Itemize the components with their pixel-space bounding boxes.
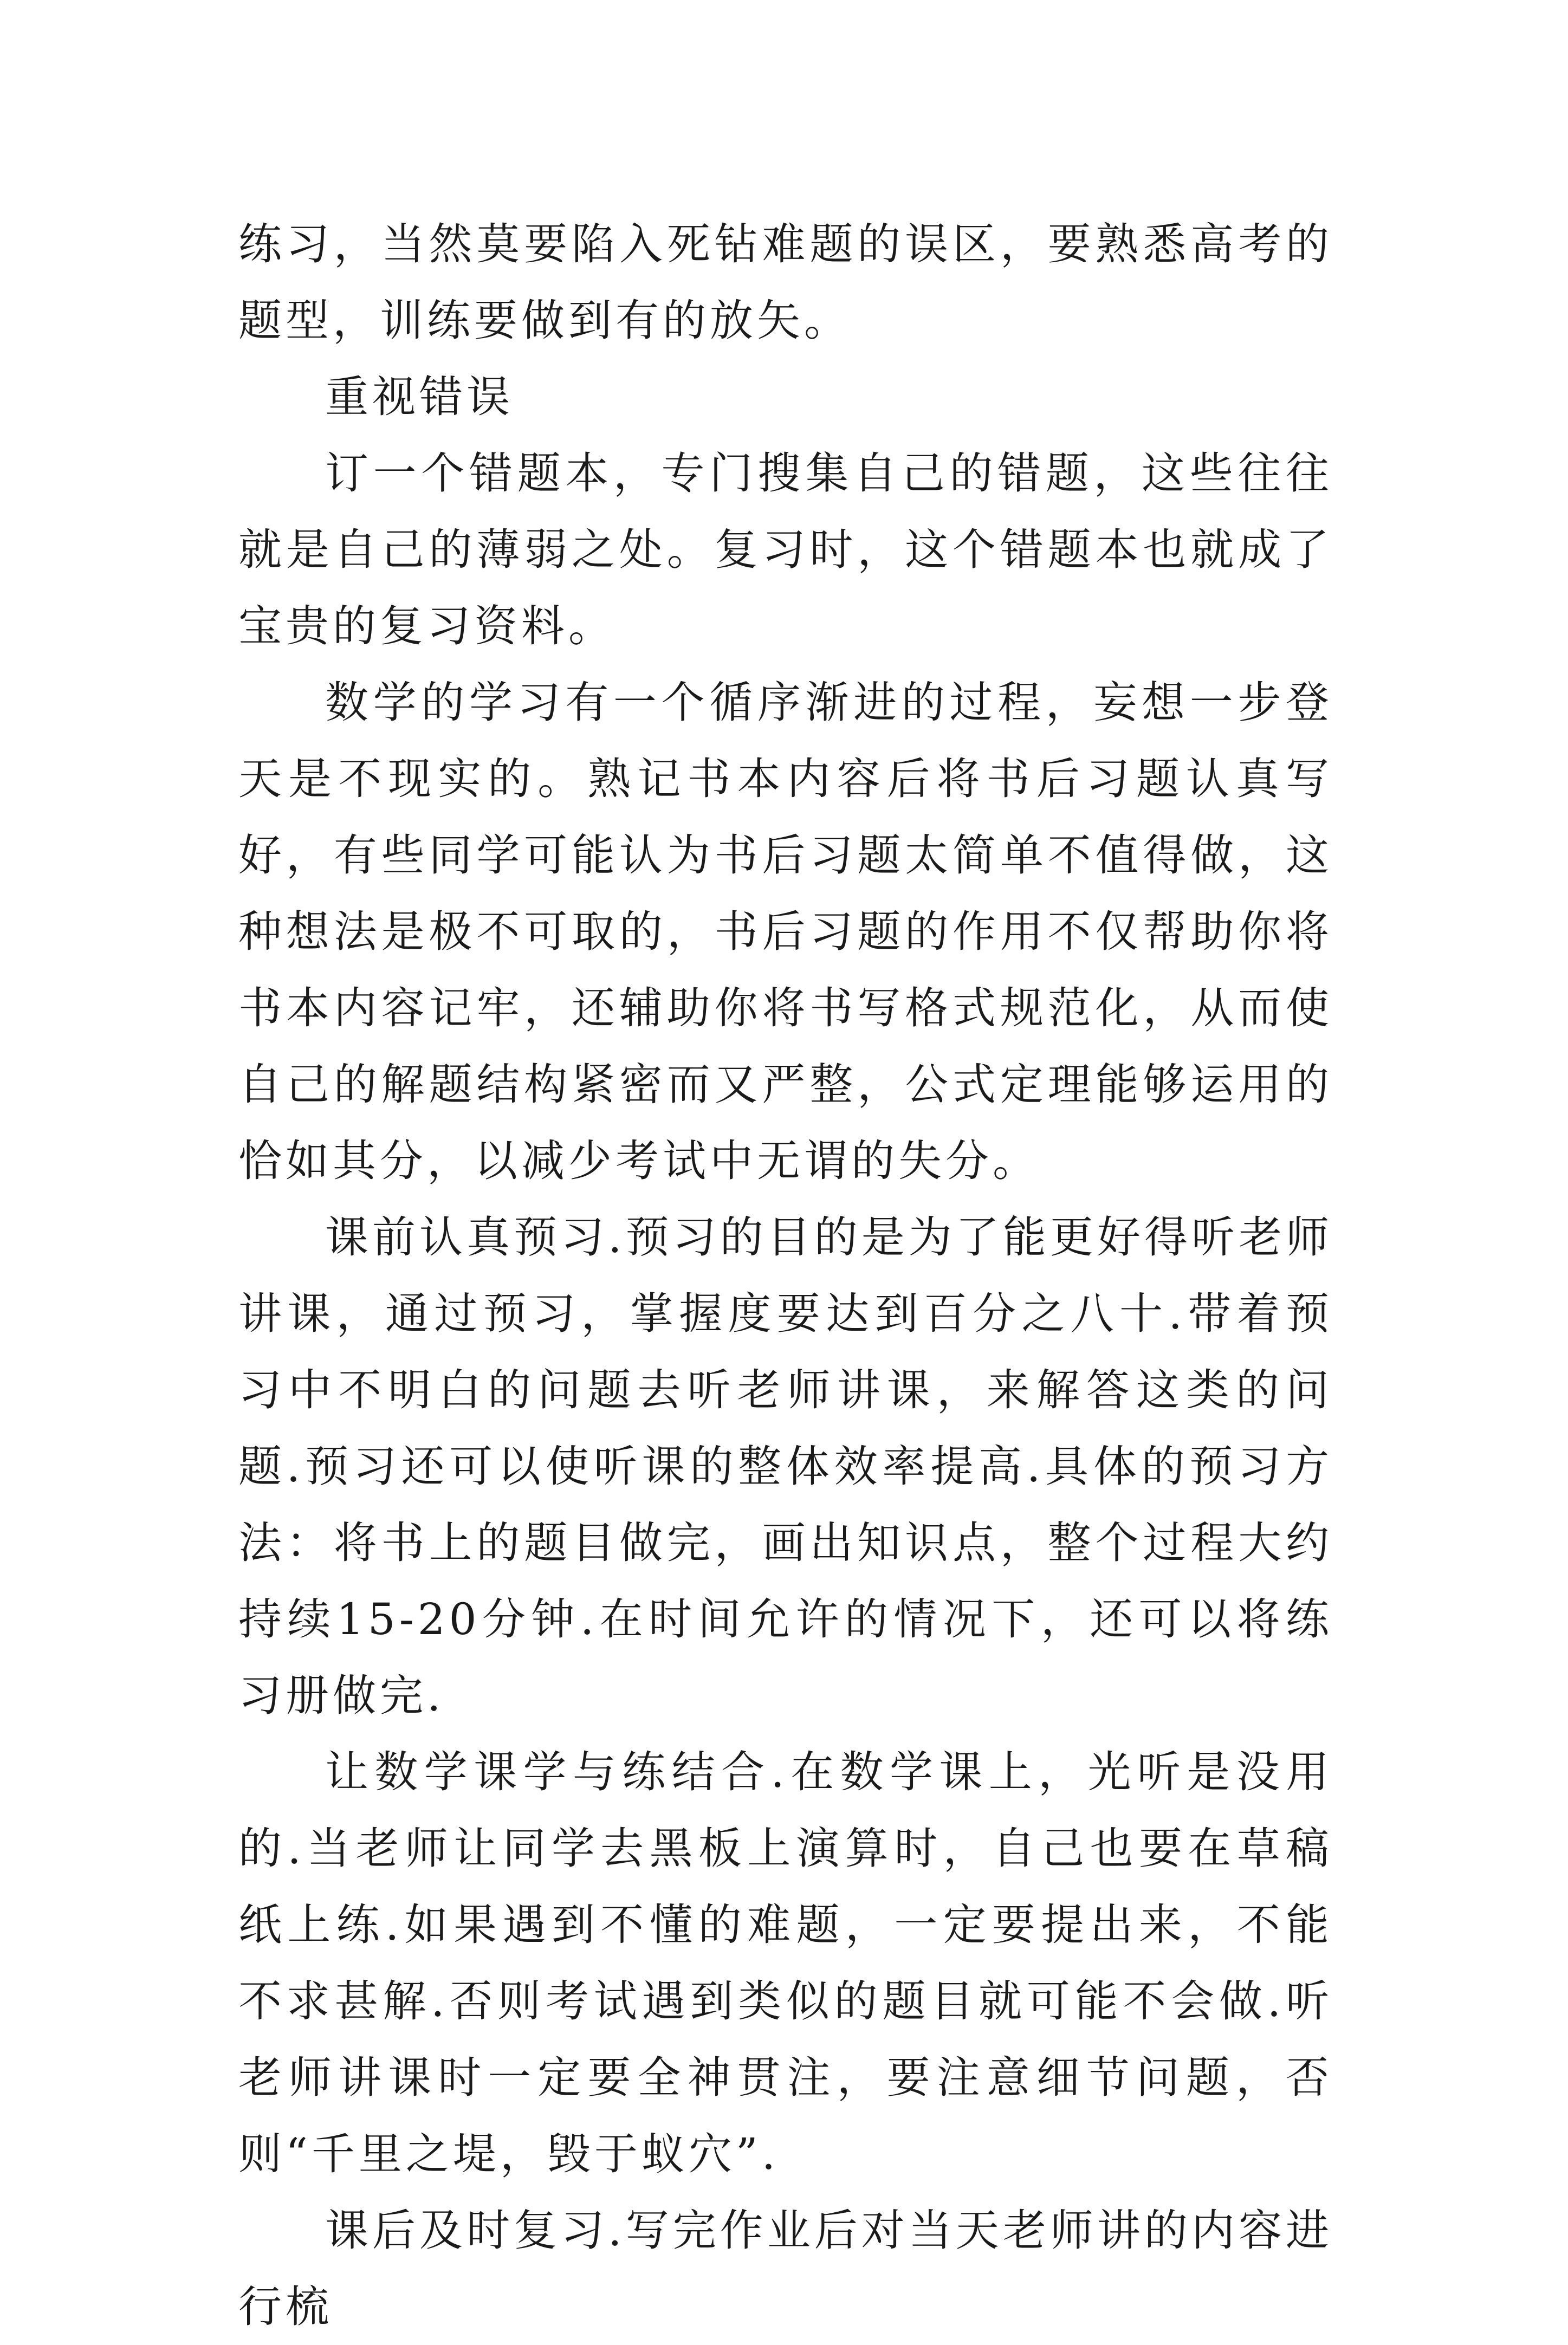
paragraph-gradual-learning: 数学的学习有一个循序渐进的过程，妄想一步登天是不现实的。熟记书本内容后将书后习题认真写好，有些同学可能认为书后习题太简单不值得做，这种想法是极不可取的，书后习题的作用不仅帮助你将书本内容记牢，还辅助你将书写格式规范化，从而使自己的解题结构紧密而又严整，公式定理能够运用的恰如其分，以减少考试中无谓的失分。 [238,677,1333,1186]
paragraph-mistake-notebook: 订一个错题本，专门搜集自己的错题，这些往往就是自己的薄弱之处。复习时，这个错题本也就成了宝贵的复习资料。 [238,448,1333,651]
document-body [238,206,1333,2345]
paragraph-preview: 课前认真预习.预习的目的是为了能更好得听老师讲课，通过预习，掌握度要达到百分之八十.带着预习中不明白的问题去听老师讲课，来解答这类的问题.预习还可以使听课的整体效率提高.具体的预习方法：将书上的题目做完，画出知识点，整个过程大约持续15-20分钟.在时间允许的情况下，还可以将练习册做完. [238,1212,1333,1721]
paragraph-continuation: 练习，当然莫要陷入死钻难题的误区，要熟悉高考的题型，训练要做到有的放矢。 [238,219,1333,346]
paragraph-review-after-class: 课后及时复习.写完作业后对当天老师讲的内容进行梳 [238,2205,1333,2332]
paragraph-practice-in-class: 让数学课学与练结合.在数学课上，光听是没用的.当老师让同学去黑板上演算时，自己也要在草稿纸上练.如果遇到不懂的难题，一定要提出来，不能不求甚解.否则考试遇到类似的题目就可能不会做.听老师讲课时一定要全神贯注，要注意细节问题，否则“千里之堤，毁于蚁穴”. [238,1747,1333,2179]
section-heading-mistakes: 重视错误 [325,372,514,422]
